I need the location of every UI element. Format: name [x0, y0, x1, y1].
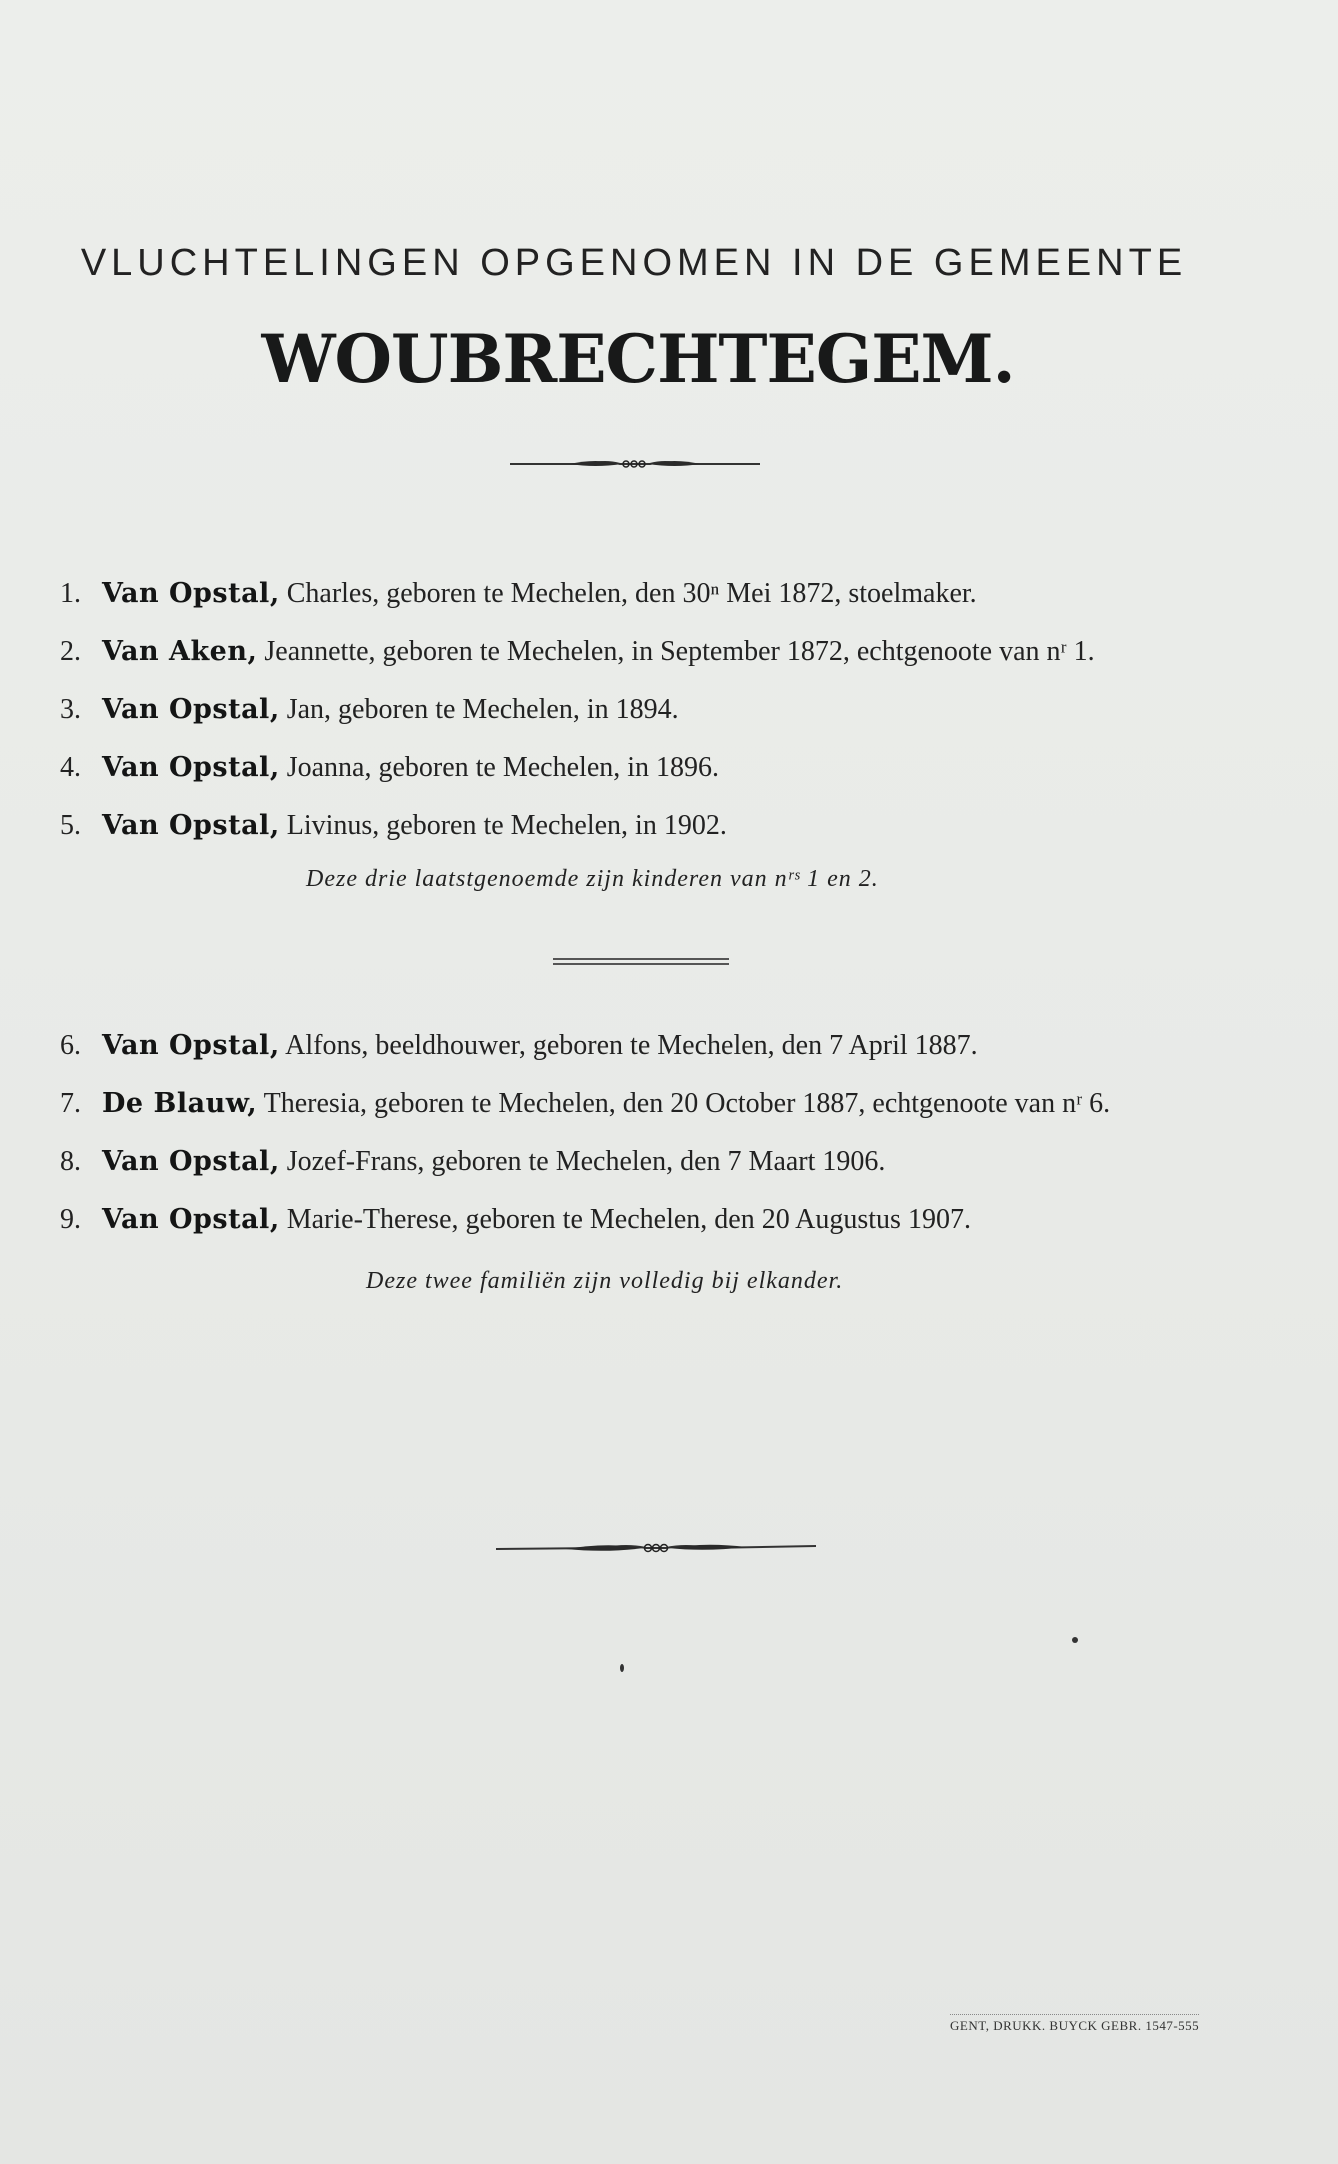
ink-speck [620, 1664, 624, 1672]
entry-number: 1. [60, 578, 81, 609]
entry-name: Van Opstal, [102, 694, 280, 725]
poster-heading: VLUCHTELINGEN OPGENOMEN IN DE GEMEENTE [80, 242, 1188, 284]
entry-name: Van Opstal, [102, 1146, 280, 1177]
entry-details: Marie-Therese, geboren te Mechelen, den 20 Augustus 1907. [279, 1204, 971, 1235]
entry-number: 2. [60, 636, 81, 667]
entry-number: 8. [60, 1146, 81, 1177]
ink-speck [1072, 1637, 1078, 1643]
entry-number: 4. [60, 752, 81, 783]
ornament-divider-top [510, 456, 760, 472]
entry-name: Van Opstal, [102, 752, 280, 783]
entry-name: Van Opstal, [102, 1030, 280, 1061]
entry-name: Van Opstal, [102, 578, 280, 609]
entry-name: Van Opstal, [102, 1204, 280, 1235]
entry-details: Theresia, geboren te Mechelen, den 20 October 1887, echtgenoote van nʳ 6. [257, 1088, 1111, 1119]
entry-details: Livinus, geboren te Mechelen, in 1902. [279, 810, 727, 841]
entry-name: Van Aken, [102, 636, 258, 667]
entry-details: Joanna, geboren te Mechelen, in 1896. [279, 752, 720, 783]
entry-details: Jozef-Frans, geboren te Mechelen, den 7 Maart 1906. [279, 1146, 886, 1177]
entry-details: Charles, geboren te Mechelen, den 30ⁿ Mei 1872, stoelmaker. [279, 578, 977, 609]
entry-number: 5. [60, 810, 81, 841]
entry-number: 7. [60, 1088, 81, 1119]
group-2-note: Deze twee familiën zijn volledig bij elkander. [366, 1268, 844, 1294]
ornament-divider-bottom [496, 1540, 816, 1556]
entry-number: 9. [60, 1204, 81, 1235]
entry-name: Van Opstal, [102, 810, 280, 841]
entry-details: Jan, geboren te Mechelen, in 1894. [279, 694, 679, 725]
entry-name: De Blauw, [102, 1088, 258, 1119]
printer-imprint: GENT, DRUKK. BUYCK GEBR. 1547-555 [950, 2014, 1199, 2034]
municipality-name: WOUBRECHTEGEM. [261, 320, 1015, 398]
entry-details: Jeannette, geboren te Mechelen, in September 1872, echtgenoote van nʳ 1. [257, 636, 1095, 667]
entry-number: 6. [60, 1030, 81, 1061]
double-rule-divider [553, 958, 729, 965]
entry-details: Alfons, beeldhouwer, geboren te Mechelen, den 7 April 1887. [279, 1030, 978, 1061]
group-1-note: Deze drie laatstgenoemde zijn kinderen van nʳˢ 1 en 2. [306, 866, 879, 892]
entry-number: 3. [60, 694, 81, 725]
